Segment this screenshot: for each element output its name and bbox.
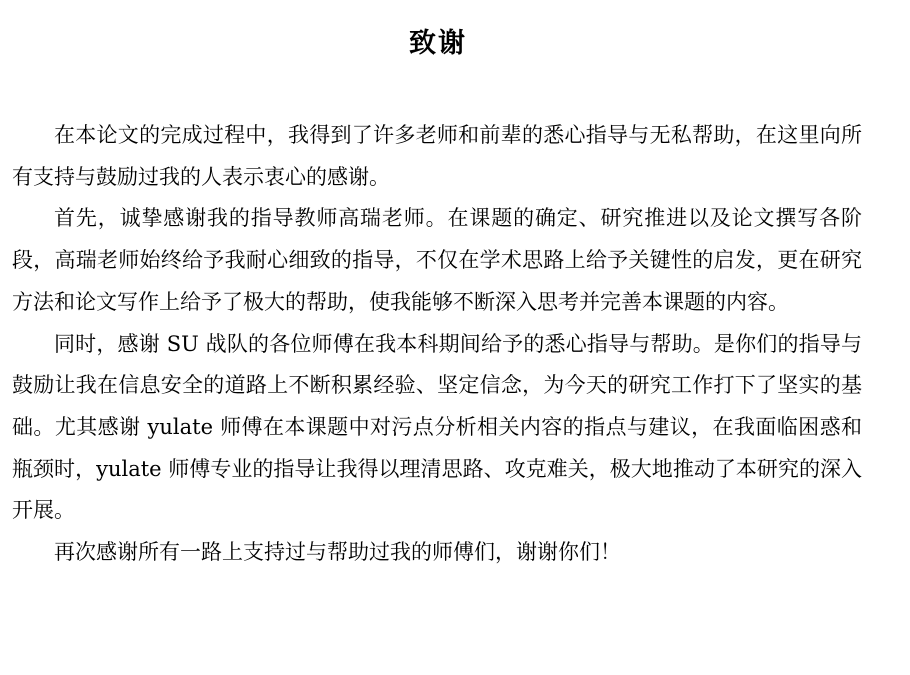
paragraph-3: 同时，感谢 SU 战队的各位师傅在我本科期间给予的悉心指导与帮助。是你们的指导与鼓励让我在信息安全的道路上不断积累经验、坚定信念，为今天的研究工作打下了坚实的基础。尤其感谢 yulate 师傅在本课题中对污点分析相关内容的指点与建议，在我面临困惑和瓶颈时，yulate 师傅专业的指导让我得以理清思路、攻克难关，极大地推动了本研究的深入开展。 xyxy=(12,331,862,523)
paragraph-4: 再次感谢所有一路上支持过与帮助过我的师傅们，谢谢你们！ xyxy=(54,540,621,565)
paragraph-1: 在本论文的完成过程中，我得到了许多老师和前辈的悉心指导与无私帮助，在这里向所有支持与鼓励过我的人表示衷心的感谢。 xyxy=(12,123,862,189)
acknowledgement-body xyxy=(12,115,862,574)
page-title: 致谢 xyxy=(409,28,467,59)
paragraph-2: 首先，诚挚感谢我的指导教师高瑞老师。在课题的确定、研究推进以及论文撰写各阶段，高瑞老师始终给予我耐心细致的指导，不仅在学术思路上给予关键性的启发，更在研究方法和论文写作上给予了极大的帮助，使我能够不断深入思考并完善本课题的内容。 xyxy=(12,206,862,314)
